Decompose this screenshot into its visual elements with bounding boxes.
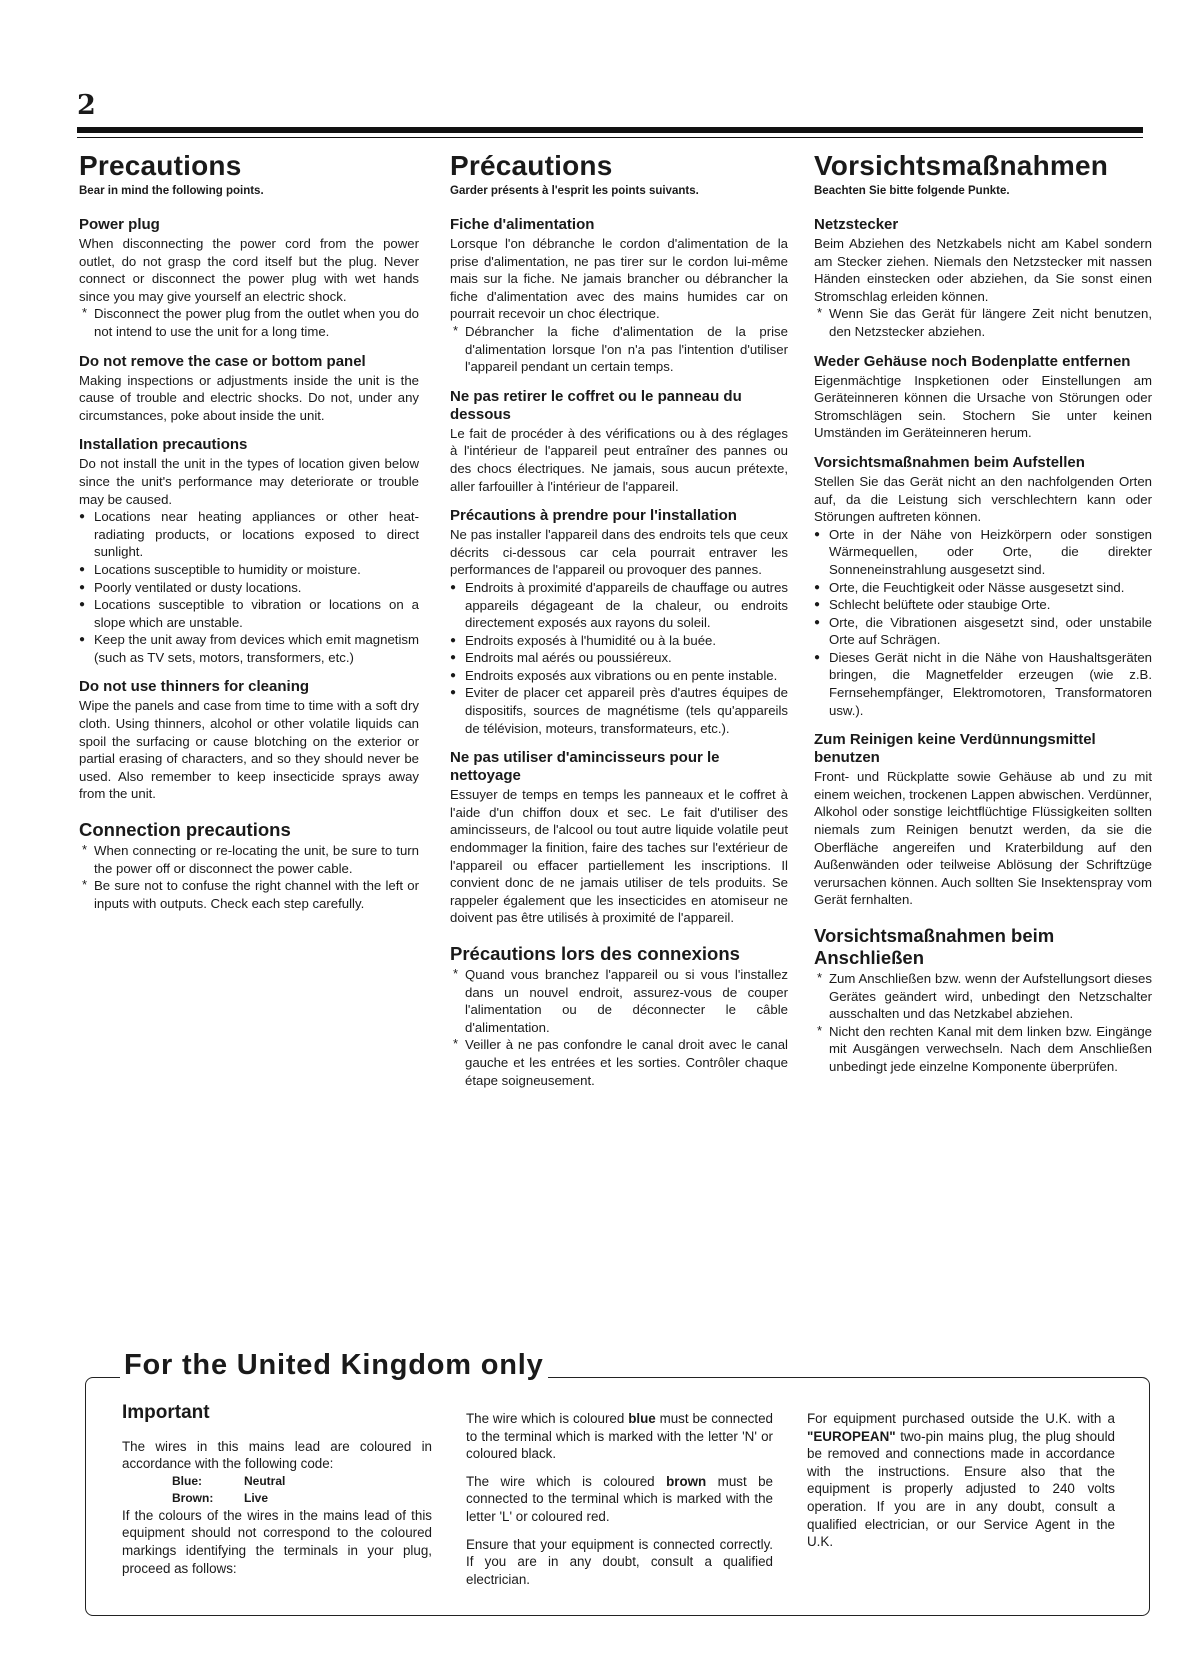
list-item: ● Locations susceptible to humidity or moisture. bbox=[79, 561, 419, 579]
list-item: * Wenn Sie das Gerät für längere Zeit nicht benutzen, den Netzstecker abziehen. bbox=[814, 305, 1152, 340]
list-item: ● Schlecht belüftete oder staubige Orte. bbox=[814, 596, 1152, 614]
german-column bbox=[814, 150, 1152, 1076]
page-number: 2 bbox=[77, 90, 96, 121]
uk-title: For the United Kingdom only bbox=[120, 1349, 548, 1382]
list-item: ● Orte, die Feuchtigkeit oder Nässe ausgesetzt sind. bbox=[814, 579, 1152, 597]
list-item: ● Keep the unit away from devices which emit magnetism (such as TV sets, motors, transformers, etc.) bbox=[79, 631, 419, 666]
list-item: * Zum Anschließen bzw. wenn der Aufstellungsort dieses Gerätes geändert wird, unbedingt den Netzschalter ausschalten und das Netzkabel abziehen. bbox=[814, 970, 1152, 1023]
uk-intro: The wires in this mains lead are coloured in accordance with the following code: bbox=[122, 1438, 432, 1472]
uk-ensure: Ensure that your equipment is connected correctly. If you are in any doubt, consult a qualified electrician. bbox=[466, 1536, 773, 1587]
list-item: ● Locations susceptible to vibration or locations on a slope which are unstable. bbox=[79, 596, 419, 631]
uk-important-heading: Important bbox=[122, 1402, 210, 1423]
section-body: Eigenmächtige Inspketionen oder Einstellungen am Geräteinneren können die Ursache von Störungen oder Stromschlägen sein. Stochern Sie unter keinen Umständen im Geräteinneren herum. bbox=[814, 372, 1152, 441]
section-heading: Weder Gehäuse noch Bodenplatte entfernen bbox=[814, 352, 1131, 370]
list-item: * Quand vous branchez l'appareil ou si vous l'installez dans un nouvel endroit, assurez-vous de couper l'alimentation ou de déconnecter le câble d'alimentation. bbox=[450, 966, 788, 1036]
english-subtitle: Bear in mind the following points. bbox=[79, 185, 264, 197]
section-body: Essuyer de temps en temps les panneaux et le coffret à l'aide d'un chiffon doux et sec. Le fait d'utiliser des amincisseurs, de l'alcool ou tout autre liquide volatile peut endommager la finition, faire des taches sur l'extérieur de l'appareil ou effacer partiellement les inscriptions. Il convient donc de ne jamais utiliser de tels produits. Se rappeler également que les insecticides en atomiseur ne doivent pas être utilisés à proximité de l'appareil. bbox=[450, 787, 788, 926]
wire-meaning: Live bbox=[244, 1490, 269, 1505]
section-heading: Vorsichtsmaßnahmen beim Anschließen bbox=[814, 925, 1055, 968]
list-item: ● Orte, die Vibrationen aisgesetzt sind, oder unstabile Orte auf Schrägen. bbox=[814, 614, 1152, 649]
section-heading: Vorsichtsmaßnahmen beim Aufstellen bbox=[814, 453, 1085, 471]
uk-outro: If the colours of the wires in the mains lead of this equipment should not correspond to the coloured markings identifying the terminals in your plug, proceed as follows: bbox=[122, 1507, 432, 1576]
list-item: ● Eviter de placer cet appareil près d'autres équipes de dispositifs, sources de magnétisme (tels qu'appareils de télévision, moteurs, transformateurs, etc.). bbox=[450, 684, 788, 737]
english-title: Precautions bbox=[79, 150, 242, 181]
list-item: ● Endroits exposés aux vibrations ou en pente instable. bbox=[450, 667, 788, 685]
list-item: ● Poorly ventilated or dusty locations. bbox=[79, 579, 419, 597]
section-heading: Do not use thinners for cleaning bbox=[79, 678, 310, 696]
english-column bbox=[79, 150, 419, 912]
list-item: ● Locations near heating appliances or other heat-radiating products, or locations exposed to direct sunlight. bbox=[79, 508, 419, 561]
list-item: * When connecting or re-locating the unit, be sure to turn the power off or disconnect the power cable. bbox=[79, 842, 419, 877]
list-item: * Veiller à ne pas confondre le canal droit avec le canal gauche et les entrées et les sorties. Contrôler chaque étape soigneusement. bbox=[450, 1036, 788, 1089]
list-item: ● Endroits mal aérés ou poussiéreux. bbox=[450, 649, 788, 667]
section-heading: Netzstecker bbox=[814, 216, 899, 233]
list-item: * Nicht den rechten Kanal mit dem linken bzw. Eingänge mit Ausgängen verwechseln. Nach dem Anschließen unbedingt jede einzelne Komponente überprüfen. bbox=[814, 1023, 1152, 1076]
section-body: When disconnecting the power cord from the power outlet, do not grasp the cord itself but the plug. Never connect or disconnect the power plug with wet hands since you may give yourself an electric shock. bbox=[79, 236, 419, 304]
section-heading: Power plug bbox=[79, 216, 160, 233]
section-body: Lorsque l'on débranche le cordon d'alimentation de la prise d'alimentation, ne pas tirer sur le cordon lui-même mais sur la fiche. Ne jamais brancher ou débrancher la fiche d'alimentation avec des mains humides car on pourrait recevoir un choc électrique. bbox=[450, 236, 788, 322]
section-heading: Ne pas utiliser d'amincisseurs pour le nettoyage bbox=[450, 749, 720, 785]
section-body: Do not install the unit in the types of location given below since the unit's performance may deteriorate or trouble may be caused. bbox=[79, 456, 419, 507]
section-body: Making inspections or adjustments inside the unit is the cause of trouble and electric shocks. Do not, under any circumstances, poke about inside the unit. bbox=[79, 372, 419, 423]
section-heading: Do not remove the case or bottom panel bbox=[79, 352, 366, 370]
section-body: Stellen Sie das Gerät nicht an den nachfolgenden Orten auf, da die Leistung sich verschlechtern kann oder Störungen auftreten können. bbox=[814, 473, 1152, 525]
german-title: Vorsichtsmaßnahmen bbox=[814, 150, 1109, 181]
list-item: ● Orte in der Nähe von Heizkörpern oder sonstigen Wärmequellen, oder Orte, die direkter Sonneneinstrahlung ausgesetzt sind. bbox=[814, 526, 1152, 579]
wire-meaning: Neutral bbox=[244, 1473, 286, 1488]
section-heading: Fiche d'alimentation bbox=[450, 216, 595, 233]
section-body: Le fait de procéder à des vérifications ou à des réglages à l'intérieur de l'appareil peut entraîner des pannes ou des chocs électriques. Ne jamais, sous aucun prétexte, aller farfouiller à l'intérieur de l'appareil. bbox=[450, 425, 788, 494]
section-heading: Zum Reinigen keine Verdünnungsmittel benutzen bbox=[814, 731, 1096, 767]
header-rule bbox=[77, 127, 1143, 133]
list-item: ● Dieses Gerät nicht in die Nähe von Haushaltsgeräten bringen, die Magnetfelder erzeugen (wie z.B. Fernsehempfänger, Elektromotoren, Transformatoren usw.). bbox=[814, 649, 1152, 719]
section-body: Wipe the panels and case from time to time with a soft dry cloth. Using thinners, alcohol or other volatile liquids can spoil the surfacing or cause blotching on the exterior or partial erasing of characters, and so they should never be used. Also remember to keep insecticide sprays away from the unit. bbox=[79, 698, 419, 802]
uk-column-2 bbox=[466, 1410, 773, 1588]
wire-colour: Brown: bbox=[172, 1490, 214, 1505]
french-column bbox=[450, 150, 788, 1089]
uk-brown-wire: The wire which is coloured brown must be connected to the terminal which is marked with the letter 'L' or coloured red. bbox=[466, 1473, 774, 1524]
uk-blue-wire: The wire which is coloured blue must be connected to the terminal which is marked with the letter 'N' or coloured black. bbox=[466, 1411, 773, 1462]
list-item: ● Endroits exposés à l'humidité ou à la buée. bbox=[450, 632, 788, 650]
section-heading: Installation precautions bbox=[79, 436, 248, 454]
french-title: Précautions bbox=[450, 150, 613, 181]
wire-code-row bbox=[122, 1473, 432, 1490]
section-body: Beim Abziehen des Netzkabels nicht am Kabel sondern am Stecker ziehen. Niemals den Netzstecker mit nassen Händen einstecken oder abziehen, da Sie sonst einen Stromschlag erleiden können. bbox=[814, 236, 1152, 304]
section-heading: Ne pas retirer le coffret ou le panneau du dessous bbox=[450, 387, 742, 423]
section-heading: Précautions à prendre pour l'installation bbox=[450, 507, 737, 525]
wire-colour: Blue: bbox=[172, 1473, 202, 1488]
uk-european-plug: For equipment purchased outside the U.K. with a "EUROPEAN" two-pin mains plug, the plug should be removed and connections made in accordance with the instructions. Ensure also that the equipment is properly adjusted to 240 volts operation. If you are in any doubt, consult a qualified electrician, or our Service Agent in the U.K. bbox=[807, 1411, 1115, 1550]
list-item: * Disconnect the power plug from the outlet when you do not intend to use the unit for a long time. bbox=[79, 305, 419, 340]
list-item: * Be sure not to confuse the right channel with the left or inputs with outputs. Check each step carefully. bbox=[79, 877, 419, 912]
section-body: Front- und Rückplatte sowie Gehäuse ab und zu mit einem weichen, trockenen Lappen abwischen. Verdünner, Alkohol oder sonstige leichtflüchtige Flüssigkeiten sollten niemals zum Reinigen benutzt werden, da sie die Oberfläche angereifen und Kraterbildung auf den Außenwänden oder teilweise Ablösung der Schriftzüge verursachen können. Auch sollten Sie Insektenspray vom Gerät fernhalten. bbox=[814, 769, 1152, 908]
list-item: ● Endroits à proximité d'appareils de chauffage ou autres appareils dégageant de la chaleur, ou endroits directement exposés aux rayons du soleil. bbox=[450, 579, 788, 632]
german-subtitle: Beachten Sie bitte folgende Punkte. bbox=[814, 185, 1010, 197]
wire-code-row bbox=[122, 1490, 432, 1507]
section-heading: Connection precautions bbox=[79, 819, 291, 841]
section-heading: Précautions lors des connexions bbox=[450, 943, 740, 964]
header-rule-thin bbox=[77, 137, 1143, 138]
french-subtitle: Garder présents à l'esprit les points suivants. bbox=[450, 185, 699, 197]
list-item: * Débrancher la fiche d'alimentation de la prise d'alimentation lorsque l'on n'a pas l'intention d'utiliser l'appareil pendant un certain temps. bbox=[450, 323, 788, 376]
section-body: Ne pas installer l'appareil dans des endroits tels que ceux décrits ci-dessous car cela pourrait entraver les performances de l'appareil ou provoquer des pannes. bbox=[450, 527, 788, 578]
uk-column-1 bbox=[122, 1402, 432, 1577]
uk-column-3 bbox=[807, 1410, 1115, 1551]
